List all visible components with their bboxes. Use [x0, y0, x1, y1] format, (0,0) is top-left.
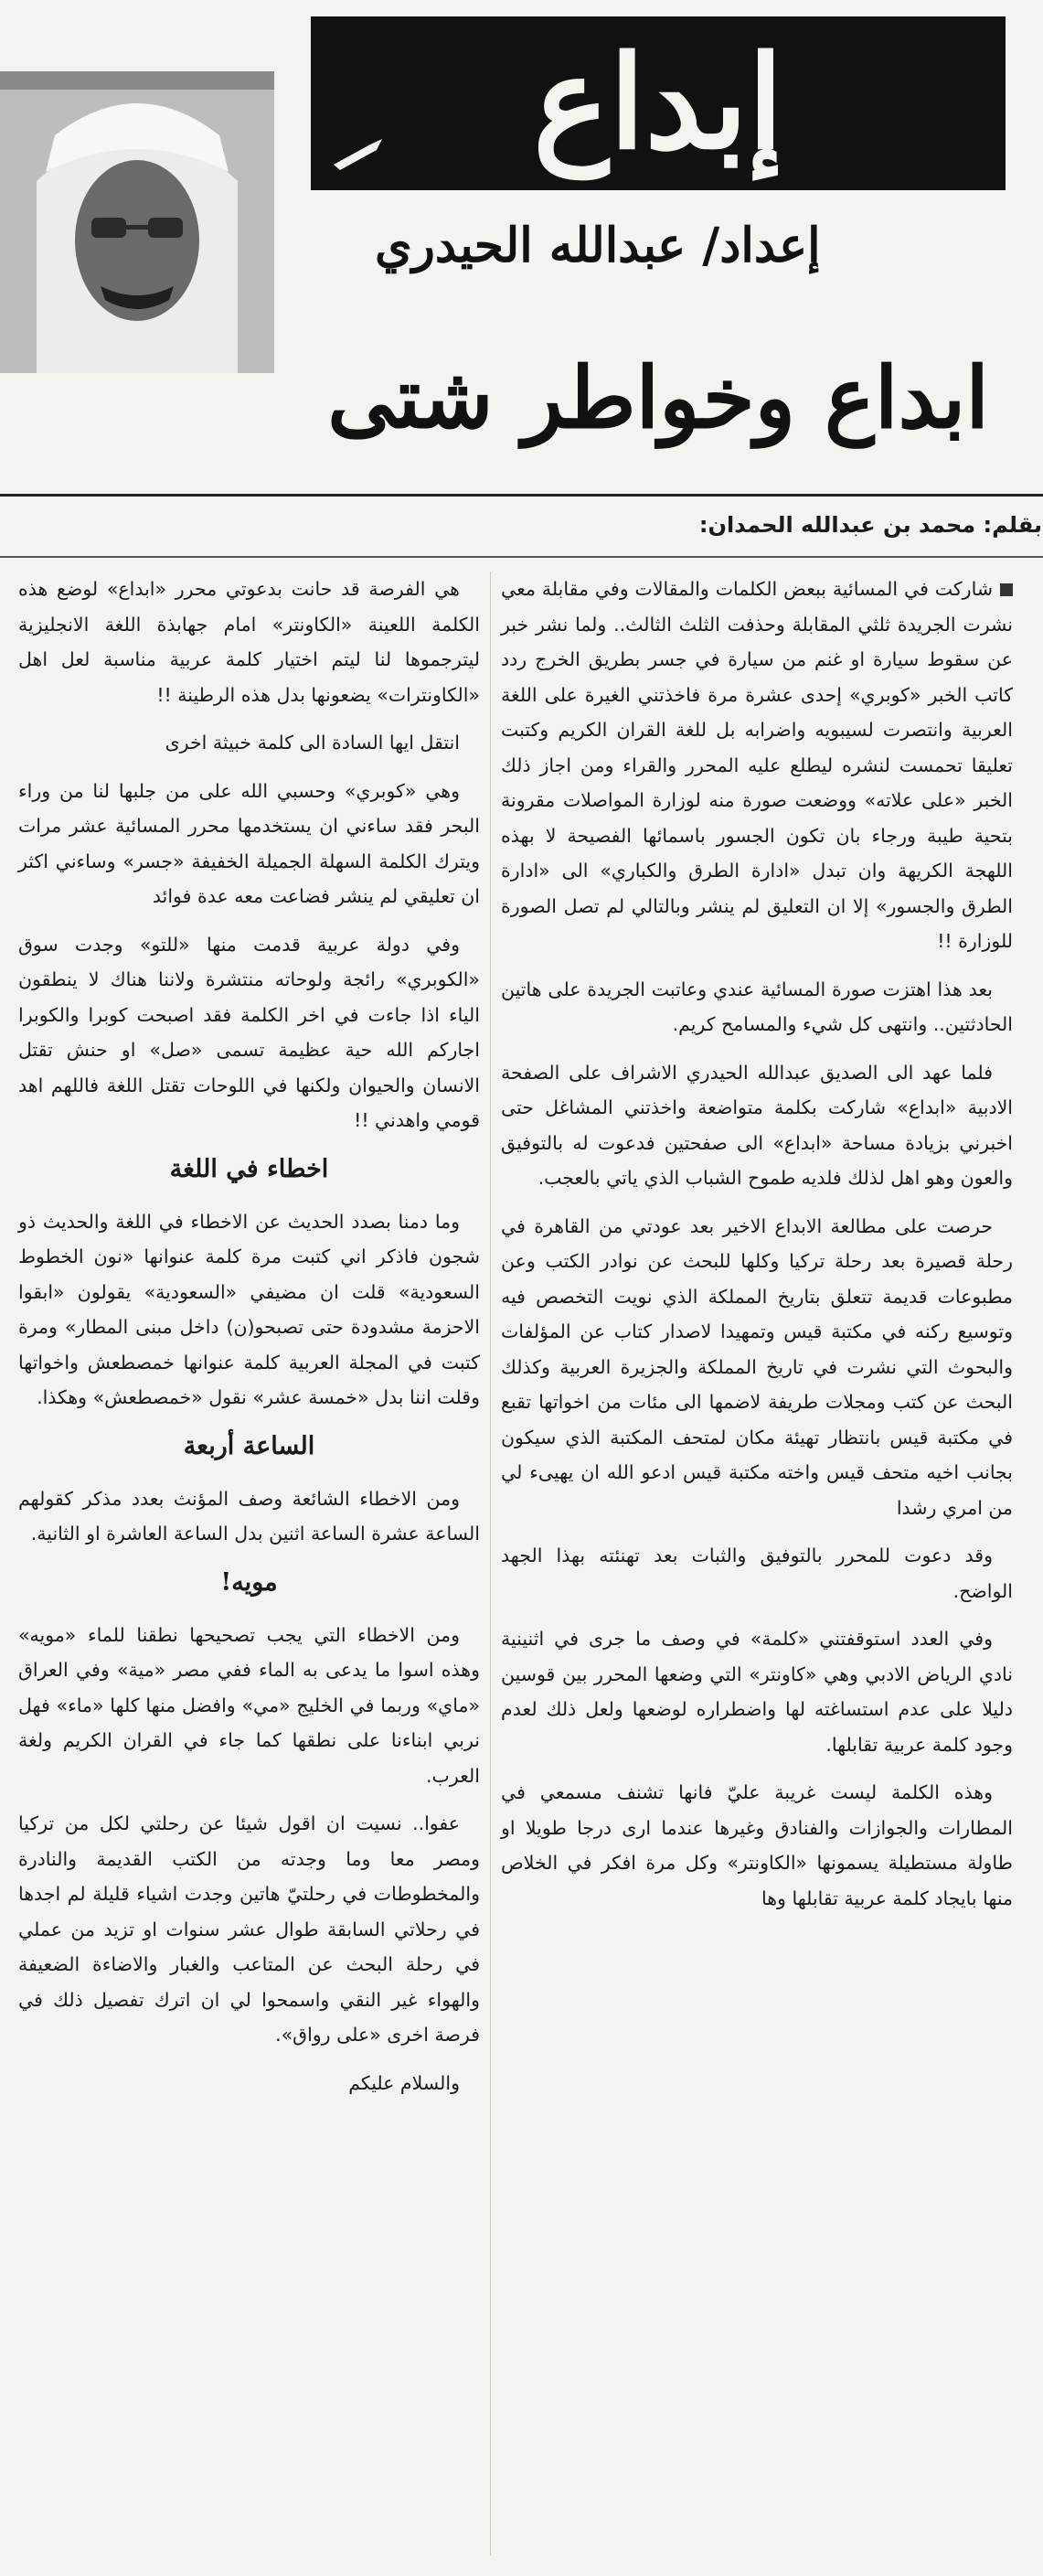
paragraph: ومن الاخطاء التي يجب تصحيحها نطقنا للماء «مويه» وهذه اسوا ما يدعى به الماء ففي مصر «مية» وفي العراق «ماي» وربما في الخليج «مي» وافضل منها كلها «ماء» فهل نربي ابناءنا على نطقها كما جاء في القران الكريم ولغة العرب.: [18, 1623, 480, 1787]
header-divider: [0, 494, 1043, 497]
column-title: ابداع وخواطر شتى: [327, 348, 989, 447]
paragraph: ومن الاخطاء الشائعة وصف المؤنث بعدد مذكر كقولهم الساعة عشرة الساعة اثنين بدل الساعة العاشرة او الثانية.: [18, 1487, 480, 1545]
byline-divider: [0, 556, 1043, 558]
paragraph: بعد هذا اهتزت صورة المسائية عندي وعاتبت الجريدة على هاتين الحادثتين.. وانتهى كل شيء والمسامح كريم.: [501, 978, 1013, 1035]
paragraph: عفوا.. نسيت ان اقول شيئا عن رحلتي لكل من تركيا ومصر معا وما وجدته من الكتب القديمة والنادرة والمخطوطات في رحلتيّ هاتين وجدت اشياء قليلة لم اجدها في رحلاتي السابقة طوال عشر سنوات او تزيد من عملي في رحلة البحث عن المتاعب والغبار والاضاءة الضعيفة والهواء غير النقي واسمحوا لي ان اترك تفصيل ذلك في فرصة اخرى «على رواق».: [18, 1812, 480, 2046]
byline: بقلم: محمد بن عبدالله الحمدان:: [698, 512, 1042, 538]
paragraph: وفي العدد استوقفتني «كلمة» في وصف ما جرى في اثنينية نادي الرياض الادبي وهي «كاونتر» التي وضعها المحرر بين قوسين دليلا على عدم استساغته لها واضطراره لوضعها ولعل ذلك لعدم وجود كلمة عربية تقابلها.: [501, 1628, 1013, 1756]
paragraph: انتقل ايها السادة الى كلمة خبيثة اخرى: [165, 732, 460, 754]
section-heading: مويه!: [220, 1567, 278, 1597]
section-heading: اخطاء في اللغة: [169, 1154, 329, 1183]
editor-credit: إعداد/ عبدالله الحيدري: [375, 217, 821, 273]
paragraph: هي الفرصة قد حانت بدعوتي محرر «ابداع» لوضع هذه الكلمة اللعينة «الكاونتر» امام جهابذة اللغة الانجليزية ليترجموها لنا ليتم اختيار كلمة عربية مناسبة لعل اهل «الكاونترات» يضعونها بدل هذه الرطينة !!: [18, 578, 480, 706]
author-photo: [0, 71, 274, 373]
section-heading: الساعة أربعة: [183, 1431, 315, 1460]
paragraph: وقد دعوت للمحرر بالتوفيق والثبات بعد تهنئته بهذا الجهد الواضح.: [501, 1545, 1013, 1602]
article-column-right: [501, 572, 1013, 2556]
brand-banner: [311, 16, 1006, 190]
paragraph: حرصت على مطالعة الابداع الاخير بعد عودتي من القاهرة في رحلة قصيرة بعد رحلة تركيا وكلها للبحث عن نوادر الكتب وعن مطبوعات قديمة تتعلق بتاريخ المملكة الذي نويت التخصص فيه وتوسيع ركنه في مكتبة قيس وتمهيدا لاصدار كتاب عن المؤلفات والبحوث التي نشرت في تاريخ المملكة والجزيرة العربية وكذلك البحث عن كتب ومجلات طريفة لاضمها الى مئات من اخواتها تقبع في مكتبة قيس بانتظار تهيئة مكان لمتحف المكتبة الذي سيكون بجانب اخيه متحف قيس واخته مكتبة قيس ادعو الله ان يهيىء لي من امري رشدا: [501, 1214, 1013, 1519]
column-divider: [490, 572, 491, 2556]
paragraph: وهي «كوبري» وحسبي الله على من جلبها لنا من وراء البحر فقد ساءني ان يستخدمها محرر المسائية عشر مرات ويترك الكلمة السهلة الجميلة الخفيفة «جسر» وساءني اكثر ان تعليقي لم ينشر فضاعت معه عدة فوائد: [18, 779, 480, 907]
brand-logo-text: إبداع: [533, 28, 783, 178]
paragraph: وهذه الكلمة ليست غريبة عليّ فانها تشنف مسمعي في المطارات والجوازات والفنادق وغيرها عندما ارى درجا طويلا او طاولة مستطيلة يسمونها «الكاونتر» وكل مرة افكر في الخلاص منها بايجاد كلمة عربية تقابلها وها: [501, 1781, 1013, 1909]
portrait-image: [0, 71, 274, 373]
ink-pen-icon: [329, 137, 384, 174]
paragraph: شاركت في المسائية ببعض الكلمات والمقالات وفي مقابلة معي نشرت الجريدة ثلثي المقابلة وحذفت الثلث الثالث.. ولما نشر خبر عن سقوط سيارة او غنم من سيارة في جسر بطريق الخرج ردد كاتب الخبر «كوبري» إحدى عشرة مرة فاخذتني الغيرة على اللغة العربية وانتصرت لسيبويه واضرابه بل للغة القران الكريم وكتبت تعليقا تحمست لنشره ليطلع عليه المحرر والقراء ومن اجاز ذلك الخبر «على علاته» ووضعت صورة منه لوزارة المواصلات مقرونة بتحية طيبة ورجاء بان تكون الجسور باسمائها الفصيحة لا بهذه اللهجة الكريهة وان تبدل «ادارة الطرق والكباري» الى «ادارة الطرق والجسور» إلا ان التعليق لم ينشر وبالتالي لم تصل الصورة للوزارة !!: [501, 572, 1013, 959]
paragraph: وما دمنا بصدد الحديث عن الاخطاء في اللغة والحديث ذو شجون فاذكر اني كتبت مرة كلمة عنوانها «نون الخطوط السعودية» قلت ان مضيفي «السعودية» يقولون «ابقوا الاحزمة مشدودة حتى تصبحو(ن) داخل مبنى المطار» ومرة كتبت في المجلة العربية كلمة عنوانها خمصطعش واخواتها وقلت اننا بدل «خمسة عشر» نقول «خمصطعش» وهكذا.: [18, 1210, 480, 1408]
paragraph: فلما عهد الى الصديق عبدالله الحيدري الاشراف على الصفحة الادبية «ابداع» شاركت بكلمة متواضعة واخذتني المشاغل حتى اخبرني بزيادة مساحة «ابداع» الى صفحتين فدعوت له بالتوفيق والعون وهو اهل لذلك فلديه طموح الشباب الذي ياتي بالعجب.: [501, 1061, 1013, 1189]
masthead: [0, 0, 1043, 485]
paragraph: وفي دولة عربية قدمت منها «للتو» وجدت سوق «الكوبري» رائجة ولوحاته منتشرة ولاننا هناك لا ينطقون الياء اذا جاءت في اخر الكلمة فقد اصبحت كوبرا والكوبرا اجاركم الله حية عظيمة تسمى «صل» او حنش تقتل الانسان والحيوان ولكنها في اللوحات تقتل اللغة فاللهم اهد قومي واهدني !!: [18, 933, 480, 1131]
closing-line: والسلام عليكم: [348, 2071, 460, 2094]
article-column-left: [18, 572, 480, 2556]
